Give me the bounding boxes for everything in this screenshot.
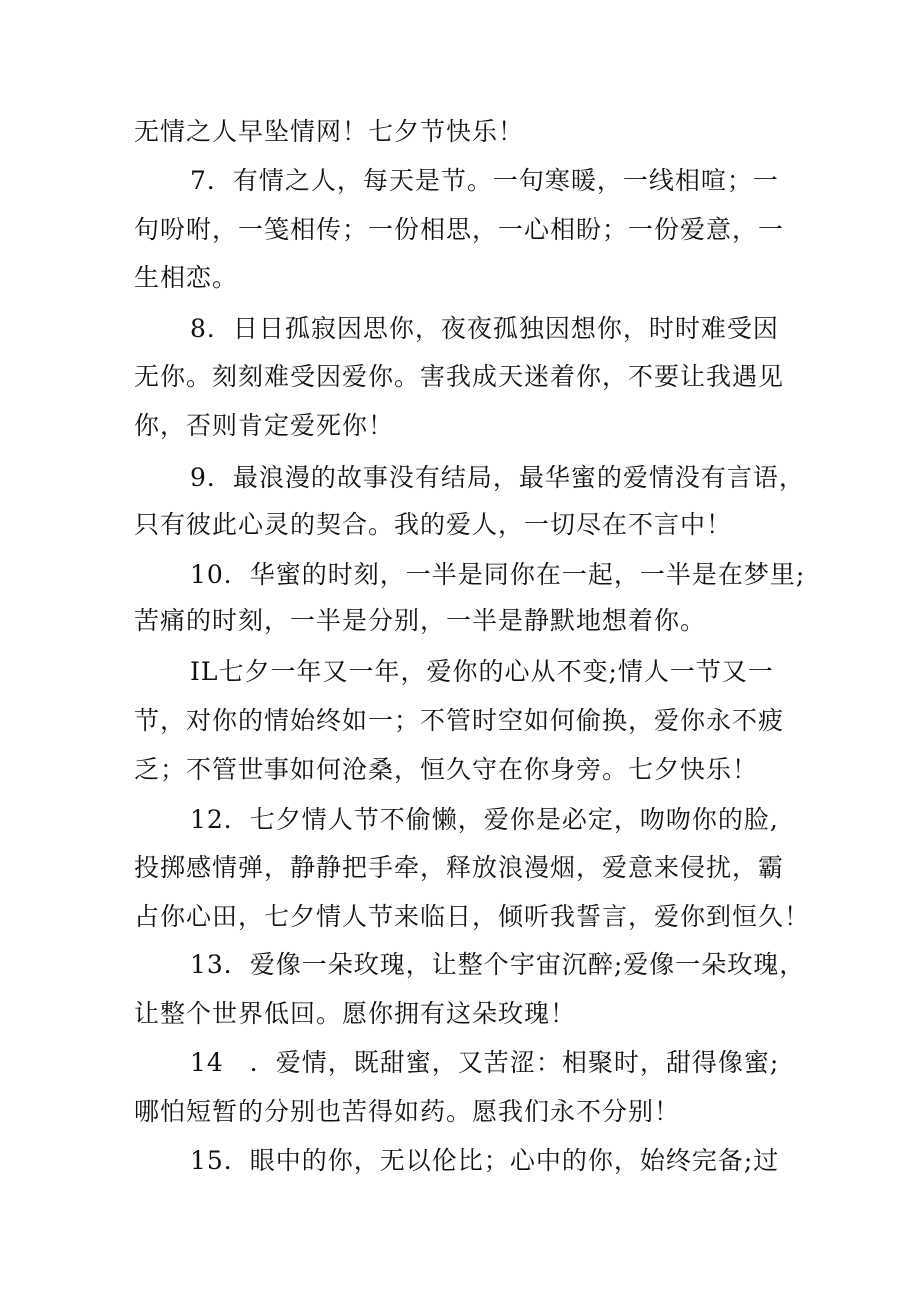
text-line: 13．爱像一朵玫瑰，让整个宇宙沉醉;爱像一朵玫瑰，	[190, 950, 806, 979]
text-line: IL七夕一年又一年，爱你的心从不变;情人一节又一	[190, 657, 774, 686]
text-line: 投掷感情弹，静静把手牵，释放浪漫烟，爱意来侵扰，霸	[134, 853, 785, 882]
text-line: 12．七夕情人节不偷懒，爱你是必定，吻吻你的脸,	[190, 805, 779, 834]
text-line: 你，否则肯定爱死你！	[134, 411, 395, 440]
text-line: 占你心田，七夕情人节来临日，倾听我誓言，爱你到恒久！	[134, 902, 811, 931]
text-line: 节，对你的情始终如一；不管时空如何偷换，爱你永不疲	[134, 706, 785, 735]
text-line: 8．日日孤寂因思你，夜夜孤独因想你，时时难受因	[190, 314, 779, 343]
text-line: 让整个世界低回。愿你拥有这朵玫瑰！	[134, 999, 577, 1028]
text-line: 生相恋。	[134, 263, 239, 292]
text-line: 14 ．爱情，既甜蜜，又苦涩：相聚时，甜得像蜜;	[190, 1048, 780, 1077]
text-line: 哪怕短暂的分别也苦得如药。愿我们永不分别！	[134, 1097, 681, 1126]
text-line: 7．有情之人，每天是节。一句寒暖，一线相喧；一	[190, 166, 779, 195]
text-line: 9．最浪漫的故事没有结局，最华蜜的爱情没有言语，	[190, 463, 805, 492]
text-line: 乏；不管世事如何沧桑，恒久守在你身旁。七夕快乐！	[134, 755, 759, 784]
text-line: 无你。刻刻难受因爱你。害我成天迷着你，不要让我遇见	[134, 362, 785, 391]
text-line: 10．华蜜的时刻，一半是同你在一起，一半是在梦里;	[190, 560, 806, 589]
text-line: 15．眼中的你，无以伦比；心中的你，始终完备;过	[190, 1146, 780, 1175]
text-line: 句吩咐，一笺相传；一份相思，一心相盼；一份爱意，一	[134, 215, 785, 244]
text-line: 苦痛的时刻，一半是分别，一半是静默地想着你。	[134, 606, 707, 635]
text-line: 只有彼此心灵的契合。我的爱人，一切尽在不言中！	[134, 510, 733, 539]
text-line: 无情之人早坠情网！七夕节快乐！	[134, 117, 525, 146]
